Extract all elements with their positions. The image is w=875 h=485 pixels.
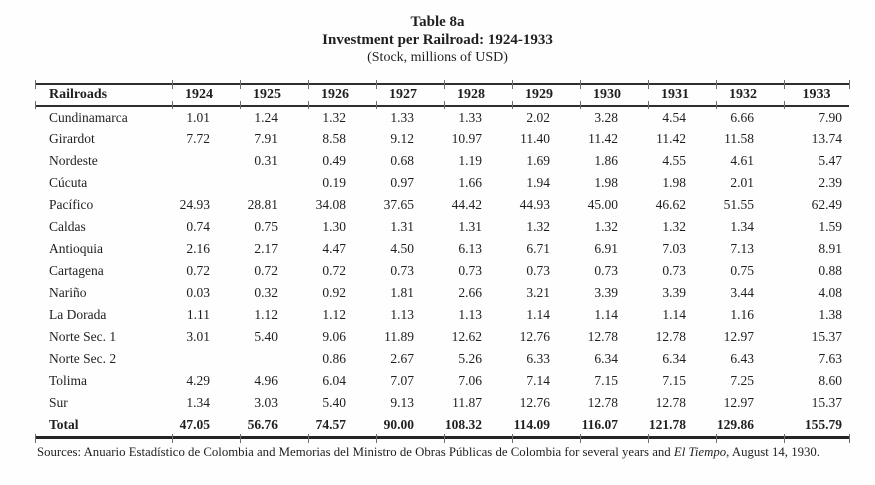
value-cell: 0.03 (186, 285, 210, 300)
value-cell: 7.91 (254, 131, 278, 146)
value-cell: 12.62 (451, 329, 482, 344)
value-cell: 0.73 (458, 263, 482, 278)
value-cell: 7.63 (818, 351, 842, 366)
grid-tick (849, 80, 850, 89)
value-cell: 1.13 (390, 307, 414, 322)
value-cell: 1.11 (186, 307, 210, 322)
value-cell: 0.75 (254, 219, 278, 234)
value-cell: 7.06 (458, 373, 482, 388)
value-cell (172, 172, 240, 194)
value-cell: 62.49 (811, 197, 842, 212)
value-cell: 1.32 (322, 109, 346, 125)
railroad-name-cell: Girardot (49, 131, 95, 146)
value-cell: 1.30 (322, 219, 346, 234)
railroad-name-cell: La Dorada (49, 307, 107, 322)
railroad-name-cell: Tolima (49, 373, 88, 388)
total-value-cell: 116.07 (580, 414, 648, 437)
value-cell: 4.61 (730, 153, 754, 168)
table-row (35, 304, 849, 326)
value-cell: 7.14 (526, 373, 550, 388)
value-cell: 28.81 (247, 197, 278, 212)
value-cell: 0.73 (662, 263, 686, 278)
year-column-header: 1930 (580, 84, 648, 106)
value-cell: 0.73 (594, 263, 618, 278)
value-cell: 3.28 (594, 109, 618, 125)
value-cell: 1.32 (662, 219, 686, 234)
investment-per-railroad-table (35, 83, 849, 439)
value-cell: 11.40 (520, 131, 550, 146)
year-column-header: 1926 (308, 84, 376, 106)
value-cell: 1.13 (458, 307, 482, 322)
value-cell (240, 348, 308, 370)
value-cell: 0.72 (186, 263, 210, 278)
value-cell: 6.71 (526, 241, 550, 256)
year-column-header: 1928 (444, 84, 512, 106)
value-cell: 6.66 (730, 109, 754, 125)
value-cell: 12.78 (587, 329, 618, 344)
value-cell: 1.31 (390, 219, 414, 234)
total-label-cell: Total (35, 414, 172, 437)
value-cell: 0.72 (254, 263, 278, 278)
value-cell: 1.14 (594, 307, 618, 322)
table-sources-note (37, 444, 875, 461)
value-cell: 46.62 (655, 197, 686, 212)
value-cell: 1.32 (526, 219, 550, 234)
total-value-cell: 108.32 (444, 414, 512, 437)
value-cell: 1.94 (526, 175, 550, 190)
table-row (35, 238, 849, 260)
value-cell: 15.37 (811, 395, 842, 410)
value-cell: 1.12 (254, 307, 278, 322)
railroad-name-cell: Cundinamarca (49, 109, 128, 125)
railroad-name-cell: Pacífico (49, 197, 94, 212)
value-cell: 1.86 (594, 153, 618, 168)
year-column-header: 1925 (240, 84, 308, 106)
value-cell: 0.31 (254, 153, 278, 168)
value-cell: 6.13 (458, 241, 482, 256)
value-cell: 9.12 (390, 131, 414, 146)
value-cell: 5.40 (322, 395, 346, 410)
value-cell: 12.76 (519, 395, 550, 410)
value-cell: 4.29 (186, 373, 210, 388)
railroad-name-cell: Norte Sec. 1 (49, 329, 117, 344)
value-cell: 37.65 (383, 197, 414, 212)
table-row (35, 194, 849, 216)
value-cell (172, 348, 240, 370)
year-column-header: 1924 (172, 84, 240, 106)
value-cell: 4.54 (662, 109, 686, 125)
table-row (35, 150, 849, 172)
year-column-header: 1931 (648, 84, 716, 106)
value-cell: 0.74 (186, 219, 210, 234)
value-cell: 9.06 (322, 329, 346, 344)
value-cell: 1.34 (186, 395, 210, 410)
value-cell: 1.01 (186, 109, 210, 125)
table-row (35, 216, 849, 238)
value-cell: 12.97 (723, 329, 754, 344)
value-cell: 6.91 (594, 241, 618, 256)
value-cell: 8.58 (322, 131, 346, 146)
table-row (35, 282, 849, 304)
value-cell: 4.47 (322, 241, 346, 256)
value-cell: 4.08 (818, 285, 842, 300)
railroad-name-cell: Norte Sec. 2 (49, 351, 117, 366)
value-cell (172, 150, 240, 172)
value-cell: 44.42 (451, 197, 482, 212)
railroad-name-cell: Cúcuta (49, 175, 88, 190)
value-cell: 0.72 (322, 263, 346, 278)
table-row (35, 128, 849, 150)
table-row (35, 370, 849, 392)
value-cell: 7.15 (662, 373, 686, 388)
value-cell: 1.81 (390, 285, 414, 300)
value-cell: 3.21 (526, 285, 550, 300)
value-cell: 12.97 (723, 395, 754, 410)
value-cell: 8.60 (818, 373, 842, 388)
value-cell: 6.34 (662, 351, 686, 366)
value-cell: 0.92 (322, 285, 346, 300)
value-cell: 2.16 (186, 241, 210, 256)
sources-text-end: , August 14, 1930. (726, 444, 820, 459)
railroad-name-cell: Nariño (49, 285, 87, 300)
value-cell: 4.50 (390, 241, 414, 256)
value-cell: 12.76 (519, 329, 550, 344)
year-column-header: 1927 (376, 84, 444, 106)
value-cell: 12.78 (655, 329, 686, 344)
value-cell: 5.47 (818, 153, 842, 168)
value-cell: 2.02 (526, 109, 550, 125)
total-value-cell: 90.00 (376, 414, 444, 437)
value-cell: 0.97 (390, 175, 414, 190)
value-cell: 1.31 (458, 219, 482, 234)
table-subtitle: Investment per Railroad: 1924-1933 (322, 32, 553, 48)
value-cell: 11.42 (656, 131, 686, 146)
total-value-cell: 47.05 (172, 414, 240, 437)
grid-tick (849, 434, 850, 443)
header-row (35, 84, 849, 106)
value-cell: 4.55 (662, 153, 686, 168)
table-row (35, 348, 849, 370)
sources-italic-citation: El Tiempo (673, 444, 727, 459)
value-cell: 1.12 (322, 307, 346, 322)
year-column-header: 1932 (716, 84, 784, 106)
railroad-name-cell: Caldas (49, 219, 86, 234)
value-cell: 1.69 (526, 153, 550, 168)
value-cell: 0.73 (526, 263, 550, 278)
value-cell: 51.55 (723, 197, 754, 212)
value-cell: 1.98 (662, 175, 686, 190)
value-cell: 0.49 (322, 153, 346, 168)
value-cell: 12.78 (587, 395, 618, 410)
total-value-cell: 129.86 (716, 414, 784, 437)
value-cell: 0.32 (254, 285, 278, 300)
value-cell: 34.08 (315, 197, 346, 212)
value-cell: 45.00 (587, 197, 618, 212)
year-column-header: 1933 (784, 84, 849, 106)
value-cell: 1.34 (730, 219, 754, 234)
value-cell: 0.73 (390, 263, 414, 278)
year-column-header: 1929 (512, 84, 580, 106)
value-cell: 3.44 (730, 285, 754, 300)
value-cell: 2.17 (254, 241, 278, 256)
total-value-cell: 74.57 (308, 414, 376, 437)
table-row (35, 106, 849, 128)
value-cell: 7.03 (662, 241, 686, 256)
value-cell: 1.14 (526, 307, 550, 322)
value-cell: 44.93 (519, 197, 550, 212)
value-cell: 2.67 (390, 351, 414, 366)
value-cell: 7.15 (594, 373, 618, 388)
value-cell: 0.19 (322, 175, 346, 190)
value-cell: 1.24 (254, 109, 278, 125)
table-title-block (0, 0, 875, 67)
value-cell: 1.66 (458, 175, 482, 190)
value-cell: 5.26 (458, 351, 482, 366)
table-row (35, 260, 849, 282)
value-cell: 1.19 (458, 153, 482, 168)
table-units-caption: (Stock, millions of USD) (367, 50, 508, 65)
value-cell: 7.25 (730, 373, 754, 388)
value-cell: 1.16 (730, 307, 754, 322)
value-cell: 4.96 (254, 373, 278, 388)
value-cell: 1.14 (662, 307, 686, 322)
value-cell: 1.33 (458, 109, 482, 125)
value-cell: 6.43 (730, 351, 754, 366)
value-cell: 3.39 (594, 285, 618, 300)
column-header-railroads: Railroads (35, 84, 172, 106)
table-row (35, 392, 849, 414)
value-cell: 6.34 (594, 351, 618, 366)
value-cell: 13.74 (811, 131, 842, 146)
value-cell: 7.72 (186, 131, 210, 146)
value-cell: 8.91 (818, 241, 842, 256)
value-cell: 3.01 (186, 329, 210, 344)
sources-text: Sources: Anuario Estadístico de Colombia and Memorias del Ministro de Obras Públicas de Colombia for several years and (37, 444, 674, 459)
value-cell: 11.58 (724, 131, 754, 146)
value-cell: 1.98 (594, 175, 618, 190)
value-cell: 11.89 (384, 329, 414, 344)
table-row (35, 172, 849, 194)
value-cell: 6.33 (526, 351, 550, 366)
value-cell: 6.04 (322, 373, 346, 388)
total-value-cell: 121.78 (648, 414, 716, 437)
value-cell: 2.01 (730, 175, 754, 190)
railroad-name-cell: Cartagena (49, 263, 104, 278)
value-cell: 3.39 (662, 285, 686, 300)
value-cell: 1.32 (594, 219, 618, 234)
value-cell: 3.03 (254, 395, 278, 410)
table-number-title: Table 8a (410, 14, 465, 30)
railroad-name-cell: Sur (49, 395, 68, 410)
value-cell: 0.88 (818, 263, 842, 278)
table-row (35, 326, 849, 348)
value-cell: 12.78 (655, 395, 686, 410)
value-cell: 11.42 (588, 131, 618, 146)
value-cell: 2.66 (458, 285, 482, 300)
value-cell: 1.33 (390, 109, 414, 125)
total-value-cell: 114.09 (512, 414, 580, 437)
value-cell (240, 172, 308, 194)
total-row (35, 414, 849, 437)
value-cell: 1.59 (818, 219, 842, 234)
value-cell: 7.07 (390, 373, 414, 388)
value-cell: 1.38 (818, 307, 842, 322)
value-cell: 7.90 (818, 109, 842, 125)
value-cell: 15.37 (811, 329, 842, 344)
railroad-name-cell: Antioquia (49, 241, 103, 256)
value-cell: 0.86 (322, 351, 346, 366)
value-cell: 5.40 (254, 329, 278, 344)
railroad-name-cell: Nordeste (49, 153, 98, 168)
value-cell: 11.87 (452, 395, 482, 410)
value-cell: 0.75 (730, 263, 754, 278)
value-cell: 2.39 (818, 175, 842, 190)
value-cell: 7.13 (730, 241, 754, 256)
value-cell: 24.93 (179, 197, 210, 212)
value-cell: 9.13 (390, 395, 414, 410)
total-value-cell: 56.76 (240, 414, 308, 437)
value-cell: 10.97 (451, 131, 482, 146)
total-value-cell: 155.79 (784, 414, 849, 437)
value-cell: 0.68 (390, 153, 414, 168)
